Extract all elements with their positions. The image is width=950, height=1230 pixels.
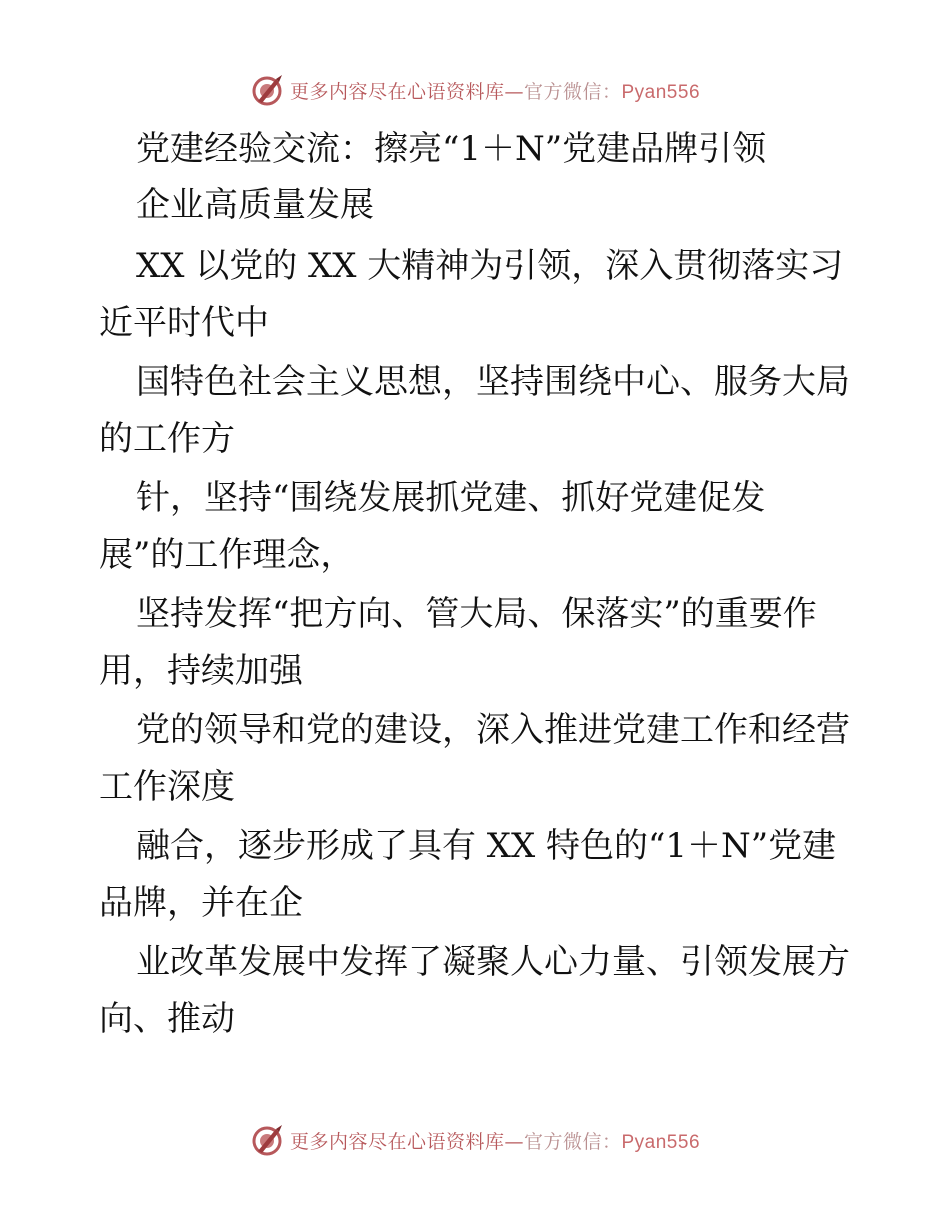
doc-text-line: 党的领导和党的建设，深入推进党建工作和经营 — [136, 710, 850, 750]
doc-text-line: 展”的工作理念， — [99, 535, 355, 575]
doc-text-line: XX 以党的 XX 大精神为引领，深入贯彻落实习 — [136, 246, 844, 286]
header-banner-main: 更多内容尽在心语资料库 — [289, 80, 505, 103]
doc-text-line: 针，坚持“围绕发展抓党建、抓好党建促发 — [136, 478, 766, 518]
footer-banner-dash: — — [504, 1130, 524, 1153]
header-banner-dash: — — [504, 80, 524, 103]
header-banner — [0, 70, 950, 110]
doc-text-line: 用，持续加强 — [99, 651, 303, 691]
header-banner-id: Pyan556 — [621, 81, 701, 103]
doc-text-line: 的工作方 — [99, 419, 235, 459]
doc-text-line: 业改革发展中发挥了凝聚人心力量、引领发展方 — [136, 942, 850, 982]
doc-text-line: 工作深度 — [99, 767, 235, 807]
doc-text-line: 品牌，并在企 — [99, 883, 303, 923]
footer-banner-id: Pyan556 — [621, 1131, 701, 1153]
doc-title-line-2: 企业高质量发展 — [136, 185, 374, 225]
quill-logo-icon — [250, 73, 284, 107]
header-banner-wechat: 官方微信： — [523, 80, 622, 103]
doc-text-line: 国特色社会主义思想，坚持围绕中心、服务大局 — [136, 362, 850, 402]
doc-text-line: 近平时代中 — [99, 303, 269, 343]
doc-text-line: 融合，逐步形成了具有 XX 特色的“1＋N”党建 — [136, 826, 837, 866]
doc-text-line: 坚持发挥“把方向、管大局、保落实”的重要作 — [136, 594, 817, 634]
footer-banner-wechat: 官方微信： — [523, 1130, 622, 1153]
quill-logo-icon — [250, 1123, 284, 1157]
doc-title-line-1: 党建经验交流：擦亮“1＋N”党建品牌引领 — [136, 129, 767, 169]
footer-banner-text — [290, 1127, 700, 1154]
footer-banner — [0, 1120, 950, 1160]
doc-text-line: 向、推动 — [99, 999, 235, 1039]
footer-banner-main: 更多内容尽在心语资料库 — [289, 1130, 505, 1153]
header-banner-text — [290, 77, 700, 104]
